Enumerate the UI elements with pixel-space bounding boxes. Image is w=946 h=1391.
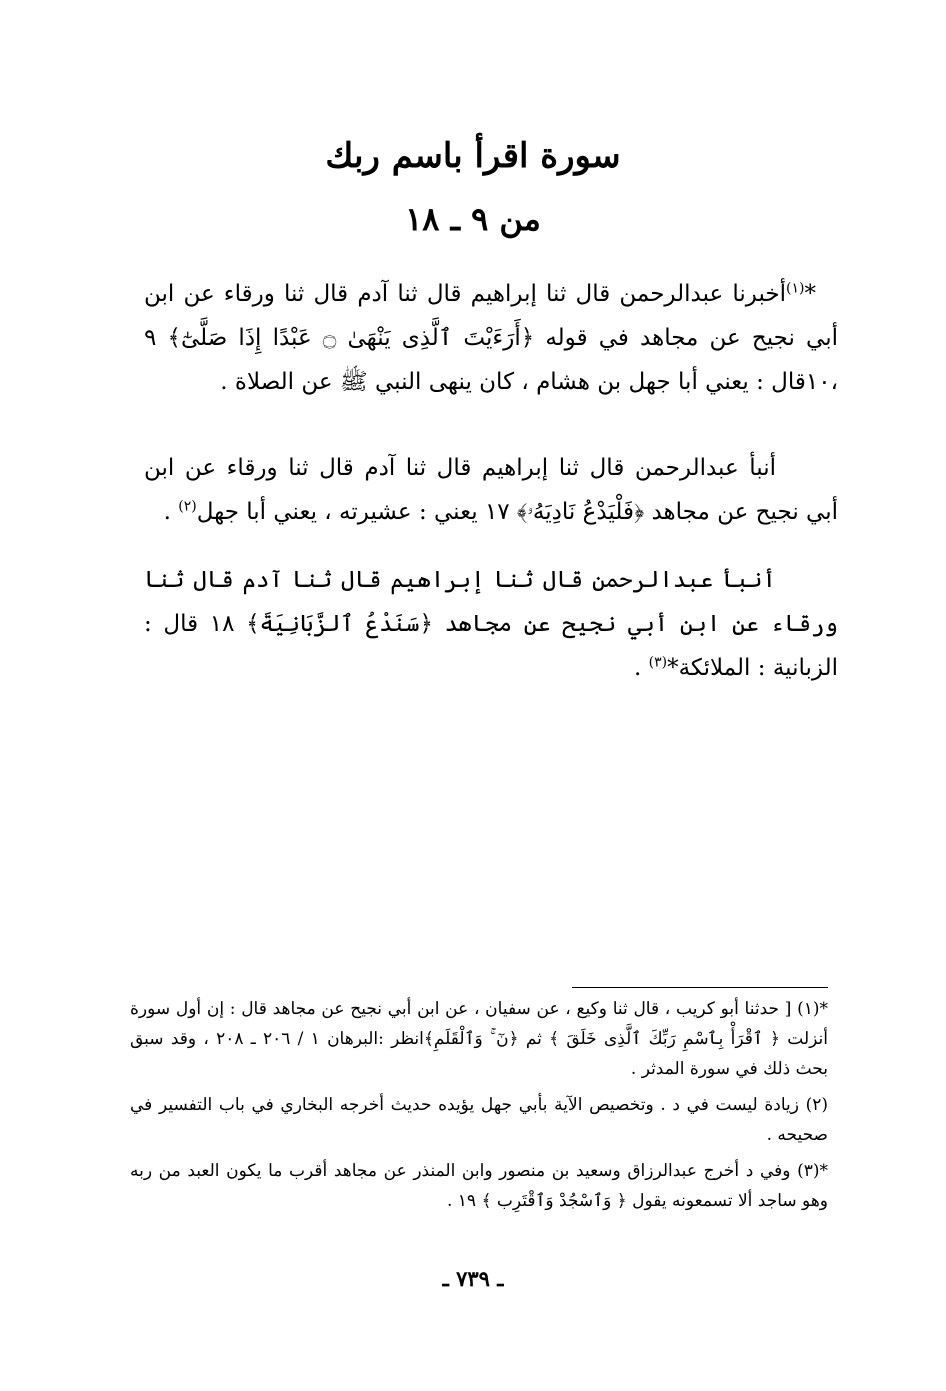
quran-verse: ﴿أَرَءَيْتَ ٱلَّذِى يَنْهَىٰ ۝ عَبْدًا إِذَا صَلَّىٰٓ﴾ xyxy=(167,325,535,351)
footnote-1 xyxy=(130,994,828,1084)
footnote-3-text-2: ١٩ . xyxy=(446,1191,477,1211)
quran-verse: ﴿ ٱقْرَأْ بِٱسْمِ رَبِّكَ ٱلَّذِى خَلَقَ ﴾ xyxy=(549,1029,781,1049)
quran-verse: ﴿فَلْيَدْعُ نَادِيَهُۥ﴾ xyxy=(516,499,645,525)
page-number: ـ ٧٣٩ ـ xyxy=(442,1266,504,1291)
paragraph-2-text-2: ١٧ يعني : عشيرته ، يعني أبا جهل xyxy=(196,499,510,525)
footnote-ref-2[interactable]: (٢) xyxy=(178,498,197,515)
footnote-divider xyxy=(572,987,828,988)
footnote-2 xyxy=(130,1090,828,1150)
paragraph-2 xyxy=(144,446,838,534)
quran-verse: ﴿ وَٱسْجُدْ وَٱقْتَرِب ﴾ xyxy=(481,1191,627,1211)
paragraph-3-text: أنبأ عبدالرحمن قال ثنا إبراهيم قال ثنا آدم قال ثنا ورقاء عن ابن أبي نجيح عن مجاهد xyxy=(144,567,838,637)
footnote-ref-1[interactable]: (١) xyxy=(786,280,805,297)
footnote-1-text: *(١) [ حدثنا أبو كريب ، قال ثنا وكيع ، عن سفيان ، عن ابن أبي نجيح عن مجاهد قال : إن أول سورة أنزلت xyxy=(130,999,829,1049)
paragraph-1-text-2: ٩ ،١٠قال : يعني أبا جهل بن هشام ، كان ينهى النبي ﷺ عن الصلاة . xyxy=(144,325,838,395)
footnote-2-text: (٢) زيادة ليست في د . وتخصيص الآية بأبي جهل يؤيده حديث أخرجه البخاري في باب التفسير في صحيحه . xyxy=(130,1095,828,1145)
asterisk-mark: * xyxy=(804,281,816,307)
footnote-3-text: *(٣) وفي د أخرج عبدالرزاق وسعيد بن منصور وابن المنذر عن مجاهد أقرب ما يكون العبد من ربه وهو ساجد ألا تسمعونه يقول xyxy=(130,1161,828,1211)
paragraph-end: . xyxy=(163,499,179,525)
quran-verse: ﴿نٓ ۚ وَٱلْقَلَمِ﴾ xyxy=(423,1029,519,1049)
footnote-1-mid: ثم xyxy=(525,1029,542,1049)
footnote-3 xyxy=(130,1156,828,1216)
paragraph-3-text-2: ١٨ قال : الزبانية : الملائكة* xyxy=(144,611,838,681)
paragraph-1-text: أخبرنا عبدالرحمن قال ثنا إبراهيم قال ثنا آدم قال ثنا ورقاء عن ابن أبي نجيح عن مجاهد في قوله xyxy=(144,281,839,351)
page-title: سورة اقرأ باسم ربك xyxy=(325,136,621,176)
verse-range-subtitle: من ٩ ـ ١٨ xyxy=(405,200,541,238)
paragraph-3 xyxy=(144,558,838,690)
footnotes xyxy=(130,994,828,1222)
footnote-1-text-2: انظر :البرهان ١ / ٢٠٦ ـ ٢٠٨ ، وقد سبق بحث ذلك في سورة المدثر . xyxy=(130,1029,828,1079)
footnote-ref-3[interactable]: (٣) xyxy=(648,654,668,671)
paragraph-2-text: أنبأ عبدالرحمن قال ثنا إبراهيم قال ثنا آدم قال ثنا ورقاء عن ابن أبي نجيح عن مجاهد xyxy=(144,455,838,525)
quran-verse: ﴿سَنَدْعُ ٱلزَّبَانِيَةَ﴾ xyxy=(246,611,433,637)
paragraph-end: . xyxy=(634,655,649,681)
paragraph-1 xyxy=(144,272,838,404)
